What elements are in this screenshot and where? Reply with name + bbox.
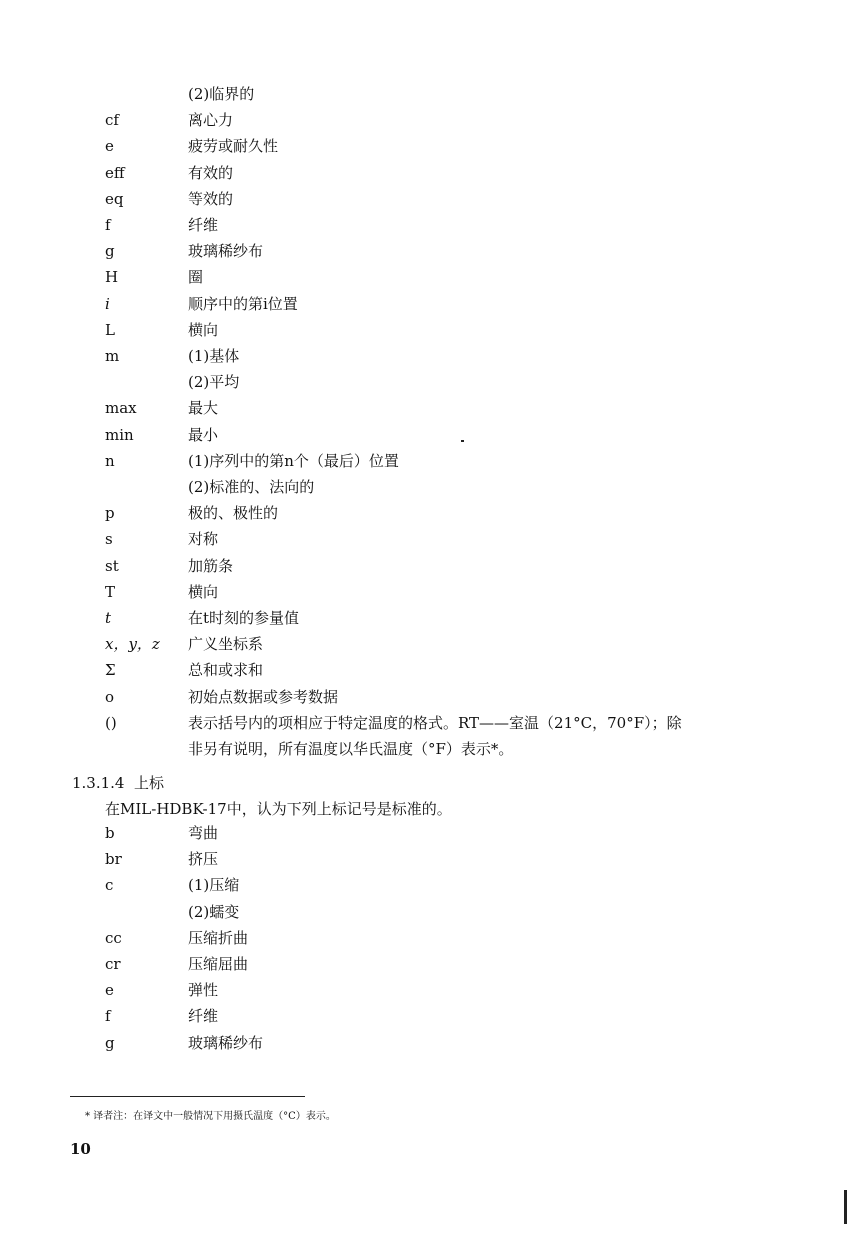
- symbol-description: 加筋条: [188, 556, 234, 575]
- symbol-description: 挤压: [188, 850, 219, 869]
- symbol: n: [105, 451, 115, 470]
- symbol: p: [105, 504, 115, 523]
- symbol-description: (2)临界的: [188, 85, 255, 103]
- translator-footnote: * 译者注：在译文中一般情况下用摄氏温度（°C）表示。: [85, 1111, 336, 1122]
- symbol-description: (1)压缩: [188, 876, 240, 895]
- symbol-description: 初始点数据或参考数据: [188, 687, 339, 706]
- symbol: b: [105, 824, 115, 842]
- symbol: eq: [105, 189, 124, 208]
- symbol-description: 纤维: [188, 216, 219, 234]
- symbol: L: [105, 320, 115, 339]
- symbol: Σ: [105, 661, 116, 680]
- section-intro: 在MIL-HDBK-17中，认为下列上标记号是标准的。: [105, 800, 452, 818]
- symbol: e: [105, 981, 114, 1000]
- symbol: e: [105, 137, 114, 156]
- symbol-description: 顺序中的第i位置: [188, 294, 298, 313]
- symbol-description: 压缩折曲: [188, 928, 249, 947]
- symbol: c: [105, 876, 114, 895]
- symbol-description: 压缩屈曲: [188, 955, 249, 973]
- symbol: (): [105, 713, 117, 732]
- symbol-description: 等效的: [188, 189, 234, 208]
- symbol-description: 弯曲: [188, 824, 219, 842]
- symbol-description: 在t时刻的参量值: [188, 609, 300, 627]
- symbol-description: 横向: [188, 582, 219, 601]
- symbol: f: [105, 216, 111, 234]
- symbol-description: 疲劳或耐久性: [188, 137, 279, 156]
- section-title: 上标: [134, 774, 165, 792]
- symbol: g: [105, 1033, 115, 1052]
- symbol: g: [105, 242, 115, 261]
- symbol: br: [105, 850, 122, 869]
- symbol: cr: [105, 955, 121, 973]
- symbol-description: 弹性: [188, 981, 219, 1000]
- symbol: t: [105, 609, 112, 627]
- symbol-description: 玻璃稀纱布: [188, 242, 264, 261]
- scan-edge-mark: [844, 1190, 847, 1224]
- symbol-description: 极的、极性的: [188, 504, 279, 523]
- symbol: m: [105, 347, 120, 365]
- symbol-description: (1)序列中的第n个（最后）位置: [188, 451, 399, 470]
- symbol-description: 圈: [188, 268, 204, 287]
- symbol-description: 离心力: [188, 111, 234, 130]
- symbol: st: [105, 556, 119, 575]
- symbol: f: [105, 1007, 111, 1026]
- scan-speck: [461, 440, 464, 442]
- symbol-description: 表示括号内的项相应于特定温度的格式。RT——室温（21°C，70°F）；除: [188, 713, 682, 732]
- symbol-description: (2)蠕变: [188, 902, 240, 921]
- symbol: H: [105, 268, 119, 287]
- symbol-description: 广义坐标系: [188, 635, 264, 654]
- symbol-description: 最大: [188, 399, 219, 418]
- symbol-description: 有效的: [188, 163, 234, 182]
- footnote-divider: [70, 1096, 305, 1097]
- symbol-description: 最小: [188, 425, 219, 444]
- symbol: s: [105, 530, 113, 549]
- symbol: min: [105, 425, 134, 444]
- symbol: o: [105, 687, 115, 706]
- symbol-description: 对称: [188, 530, 219, 549]
- symbol-description: 总和或求和: [188, 661, 264, 680]
- symbol: i: [105, 294, 110, 313]
- section-heading: [72, 771, 164, 795]
- symbol-description: 玻璃稀纱布: [188, 1033, 264, 1052]
- symbol-description: (2)平均: [188, 373, 240, 392]
- symbol-description: 横向: [188, 320, 219, 339]
- symbol: max: [105, 399, 137, 418]
- symbol: cf: [105, 111, 119, 130]
- symbol: x，y，z: [105, 635, 160, 654]
- symbol-description: (2)标准的、法向的: [188, 478, 315, 496]
- symbol-description: 非另有说明，所有温度以华氏温度（°F）表示*。: [188, 740, 514, 758]
- symbol: cc: [105, 928, 122, 947]
- symbol-description: 纤维: [188, 1007, 219, 1026]
- symbol: T: [105, 582, 116, 601]
- symbol: eff: [105, 163, 125, 182]
- symbol-description: (1)基体: [188, 347, 240, 365]
- page-number: 10: [70, 1140, 91, 1158]
- section-number: 1.3.1.4: [72, 774, 125, 792]
